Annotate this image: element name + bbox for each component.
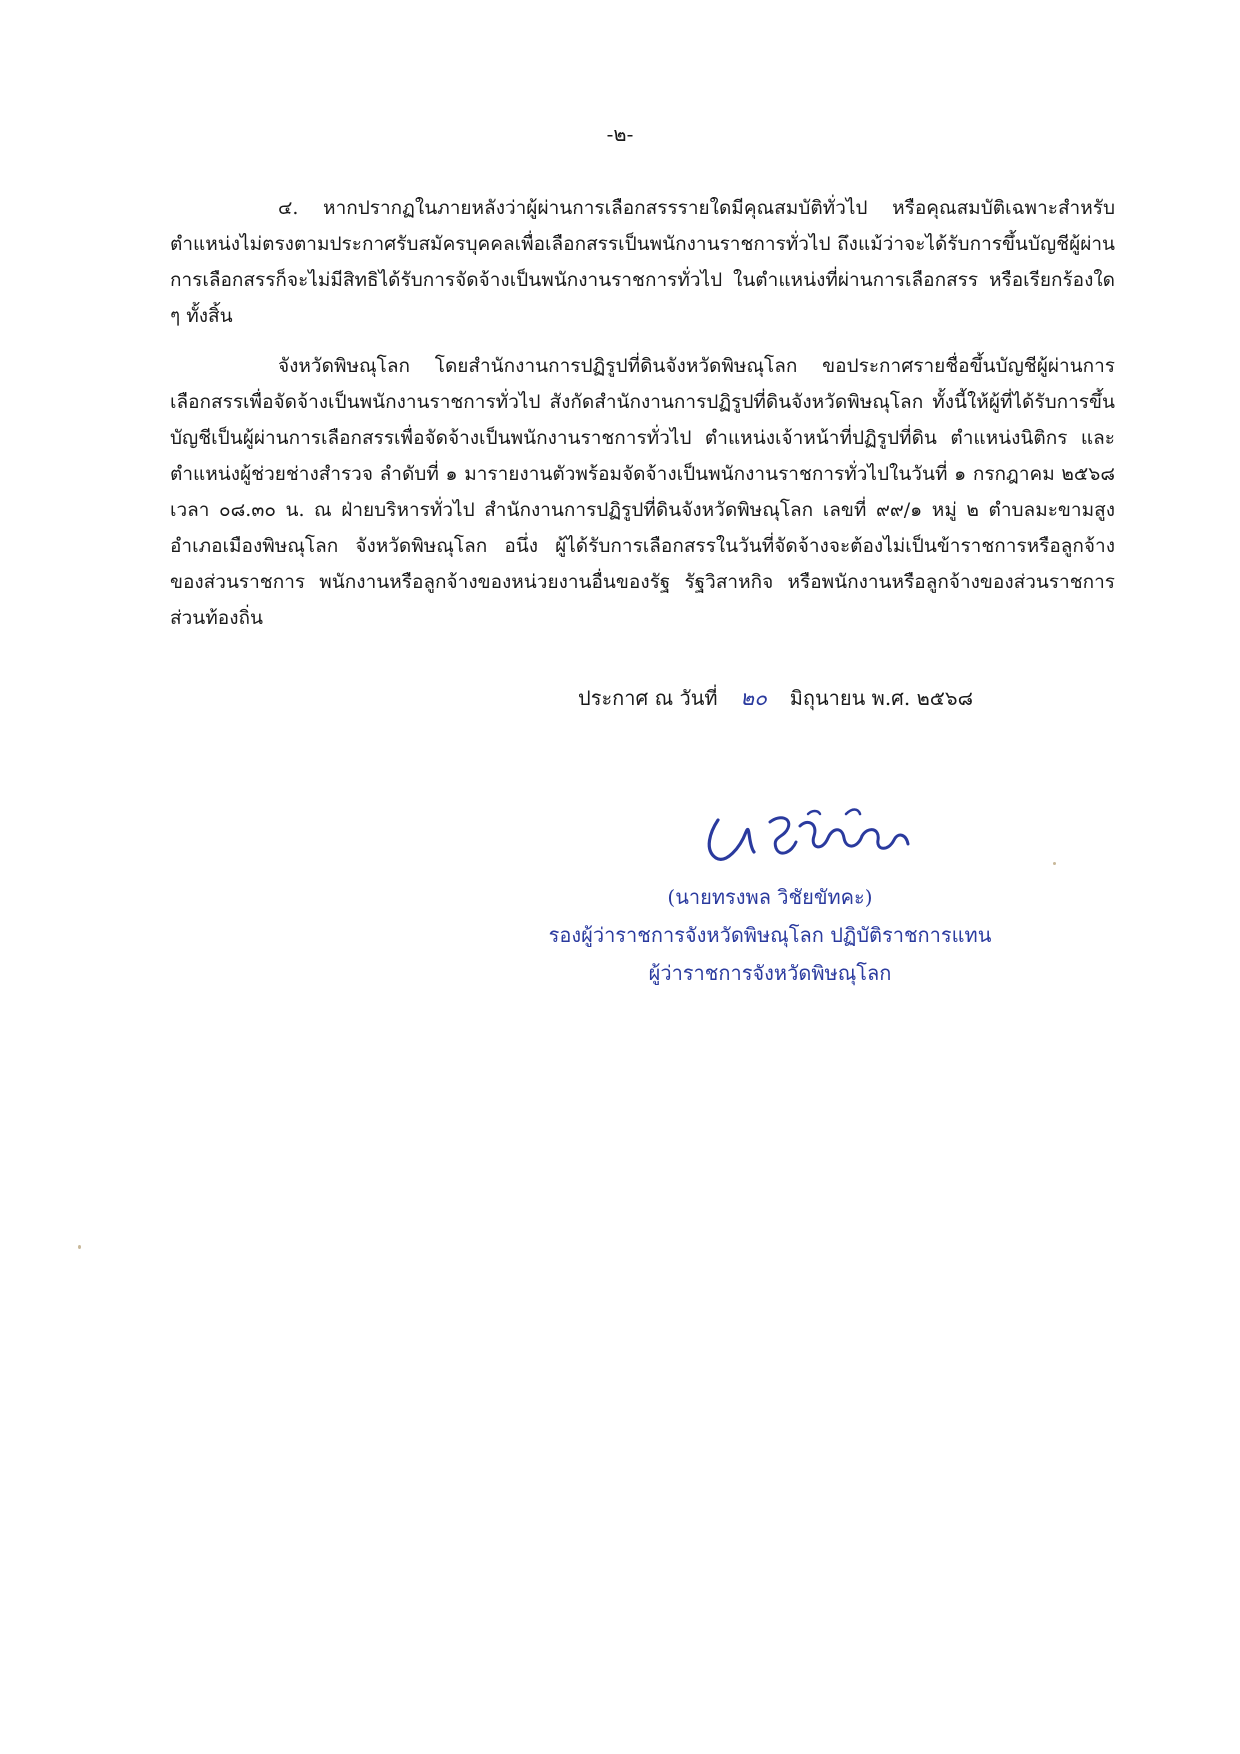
scan-speck	[1053, 862, 1056, 865]
page-number: -๒-	[606, 122, 634, 146]
paragraph-announcement	[170, 348, 1115, 636]
signer-block	[520, 878, 1020, 992]
paragraph-text: จังหวัดพิษณุโลก โดยสำนักงานการปฏิรูปที่ดินจังหวัดพิษณุโลก ขอประกาศรายชื่อขึ้นบัญชีผู้ผ่านการเลือกสรรเพื่อจัดจ้างเป็นพนักงานราชการทั่วไป สังกัดสำนักงานการปฏิรูปที่ดินจังหวัดพิษณุโลก ทั้งนี้ให้ผู้ที่ได้รับการขึ้นบัญชีเป็นผู้ผ่านการเลือกสรรเพื่อจัดจ้างเป็นพนักงานราชการทั่วไป ตำแหน่งเจ้าหน้าที่ปฏิรูปที่ดิน ตำแหน่งนิติกร และตำแหน่งผู้ช่วยช่างสำรวจ ลำดับที่ ๑ มารายงานตัวพร้อมจัดจ้างเป็นพนักงานราชการทั่วไปในวันที่ ๑ กรกฎาคม ๒๕๖๘ เวลา ๐๘.๓๐ น. ณ ฝ่ายบริหารทั่วไป สำนักงานการปฏิรูปที่ดินจังหวัดพิษณุโลก เลขที่ ๙๙/๑ หมู่ ๒ ตำบลมะขามสูง อำเภอเมืองพิษณุโลก จังหวัดพิษณุโลก อนึ่ง ผู้ได้รับการเลือกสรรในวันที่จัดจ้างจะต้องไม่เป็นข้าราชการหรือลูกจ้างของส่วนราชการ พนักงานหรือลูกจ้างของหน่วยงานอื่นของรัฐ รัฐวิสาหกิจ หรือพนักงานหรือลูกจ้างของส่วนราชการส่วนท้องถิ่น	[170, 355, 1115, 629]
announcement-month-year: มิถุนายน พ.ศ. ๒๕๖๘	[789, 686, 974, 710]
signer-name: (นายทรงพล วิชัยขัทคะ)	[667, 885, 873, 909]
paragraph-text: ๔. หากปรากฏในภายหลังว่าผู้ผ่านการเลือกสรรรายใดมีคุณสมบัติทั่วไป หรือคุณสมบัติเฉพาะสำหรับตำแหน่งไม่ตรงตามประกาศรับสมัครบุคคลเพื่อเลือกสรรเป็นพนักงานราชการทั่วไป ถึงแม้ว่าจะได้รับการขึ้นบัญชีผู้ผ่านการเลือกสรรก็จะไม่มีสิทธิได้รับการจัดจ้างเป็นพนักงานราชการทั่วไป ในตำแหน่งที่ผ่านการเลือกสรร หรือเรียกร้องใด ๆ ทั้งสิ้น	[170, 197, 1115, 327]
announcement-prefix: ประกาศ ณ วันที่	[578, 686, 718, 710]
signature-image	[696, 792, 916, 872]
signer-position: รองผู้ว่าราชการจังหวัดพิษณุโลก ปฏิบัติราชการแทน	[548, 923, 992, 947]
paragraph-4-condition	[170, 190, 1115, 334]
signer-acting-for: ผู้ว่าราชการจังหวัดพิษณุโลก	[648, 961, 892, 985]
scan-speck	[78, 1245, 81, 1249]
announcement-day: ๒๐	[740, 686, 767, 710]
announcement-date-line	[578, 682, 973, 715]
